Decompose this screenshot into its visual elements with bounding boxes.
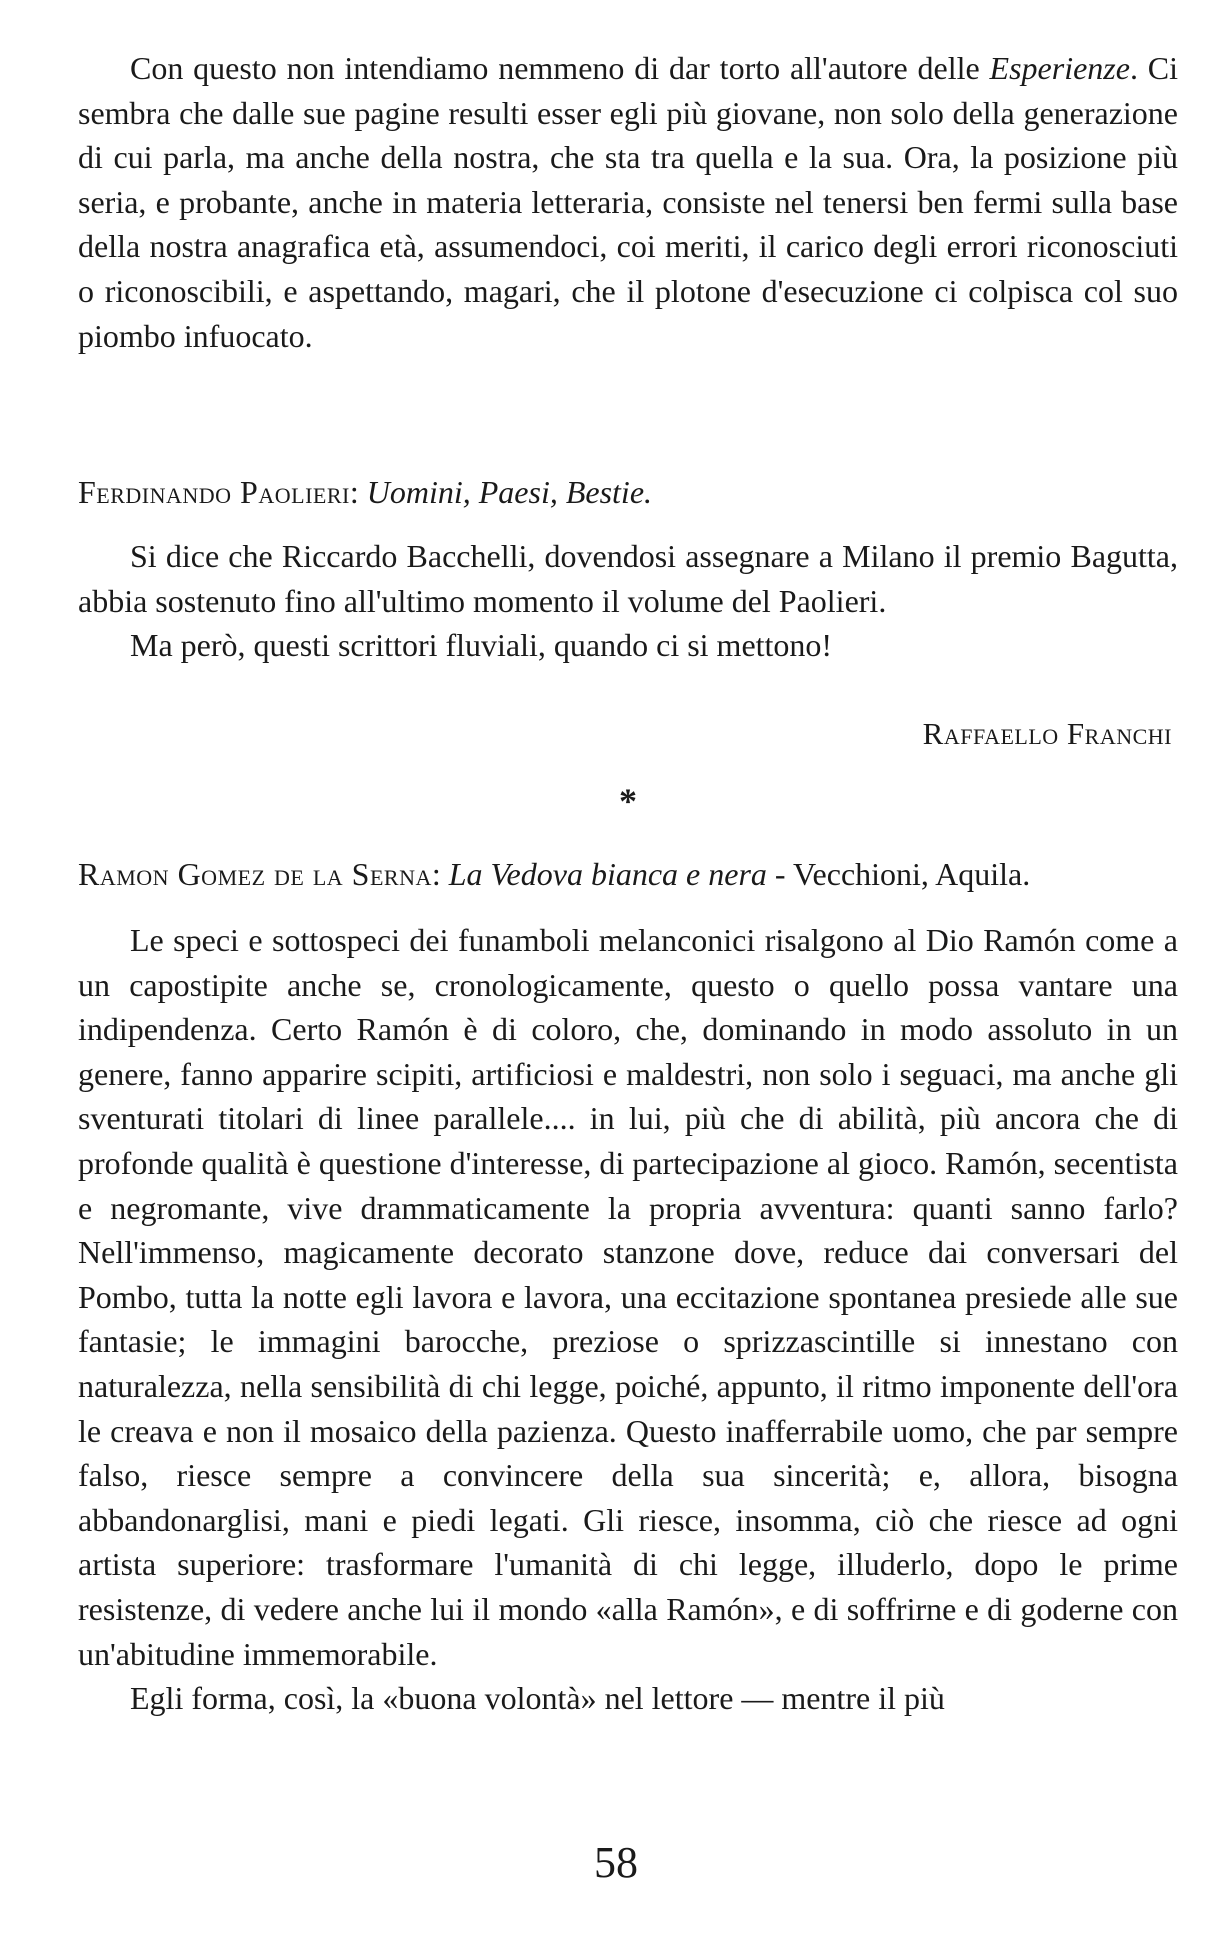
book-title: Uomini, Paesi, Bestie. bbox=[366, 474, 653, 510]
book-title: Esperienze bbox=[989, 50, 1130, 86]
review-paragraph: Egli forma, così, la «buona volontà» nel lettore — mentre il più bbox=[130, 1680, 945, 1717]
review-paragraph: Ma però, questi scrittori fluviali, quando ci si mettono! bbox=[130, 627, 833, 664]
review-author: Ramon Gomez de la Serna bbox=[78, 856, 432, 892]
review-esperienze-paragraph bbox=[78, 46, 1178, 358]
book-title: La Vedova bianca e nera bbox=[448, 856, 767, 892]
review-esperienze bbox=[78, 46, 1178, 358]
review-paragraph: Le speci e sottospeci dei funamboli melanconici risalgono al Dio Ramón come a un capostipite anche se, cronologicamente, questo o quello possa vantare una indipendenza. Certo Ramón è di coloro, che, dominando in modo assoluto in un genere, fanno apparire scipiti, artificiosi e maldestri, non solo i seguaci, ma anche gli sventurati titolari di linee parallele.... in lui, più che di abilità, più ancora che di profonde qualità è questione d'interesse, di partecipazione al gioco. Ramón, secentista e negromante, vive drammaticamente la propria avventura: quanti sanno farlo? Nell'immenso, magicamente decorato stanzone dove, reduce dai conversari del Pombo, tutta la notte egli lavora e lavora, una eccitazione spontanea presiede alle sue fantasie; le immagini barocche, preziose o sprizzascintille si innestano con naturalezza, nella sensibilità di chi legge, poiché, appunto, il ritmo imponente dell'ora le creava e non il mosaico della pazienza. Questo inafferrabile uomo, che par sempre falso, riesce sempre a convincere della sua sincerità; e, allora, bisogna abbandonarglisi, mani e piedi legati. Gli riesce, insomma, ciò che riesce ad ogni artista superiore: trasformare l'umanità di chi legge, illuderlo, dopo le prime resistenze, di vedere anche lui il mondo «alla Ramón», e di soffrirne e di goderne con un'abitudine immemorabile. bbox=[78, 922, 1178, 1672]
heading-separator: : bbox=[349, 474, 367, 510]
review-paolieri-body bbox=[78, 534, 1178, 668]
heading-separator: : bbox=[431, 856, 449, 892]
section-divider: * bbox=[619, 781, 637, 821]
paragraph-text: Con questo non intendiamo nemmeno di dar torto all'autore delle bbox=[130, 50, 990, 86]
review-gomez-body bbox=[78, 918, 1178, 1721]
review-author: Ferdinando Paolieri bbox=[78, 474, 350, 510]
paragraph-text: . Ci sembra che dalle sue pagine resulti esser egli più giovane, non solo della generazione di cui parla, ma anche della nostra, che sta tra quella e la sua. Ora, la posizione più seria, e probante, anche in materia letteraria, consiste nel tenersi ben fermi sulla base della nostra anagrafica età, assumendoci, coi meriti, il carico degli errori riconosciuti o riconoscibili, e aspettando, magari, che il plotone d'esecuzione ci colpisca col suo piombo infuocato. bbox=[78, 50, 1179, 354]
review-paragraph: Si dice che Riccardo Bacchelli, dovendosi assegnare a Milano il premio Bagutta, abbia sostenuto fino all'ultimo momento il volume del Paolieri. bbox=[78, 538, 1178, 619]
review-paolieri-heading bbox=[78, 470, 652, 514]
publisher: - Vecchioni, Aquila. bbox=[766, 856, 1031, 892]
page-number: 58 bbox=[594, 1838, 638, 1887]
review-signature: Raffaello Franchi bbox=[922, 716, 1172, 751]
review-gomez-heading bbox=[78, 852, 1030, 896]
